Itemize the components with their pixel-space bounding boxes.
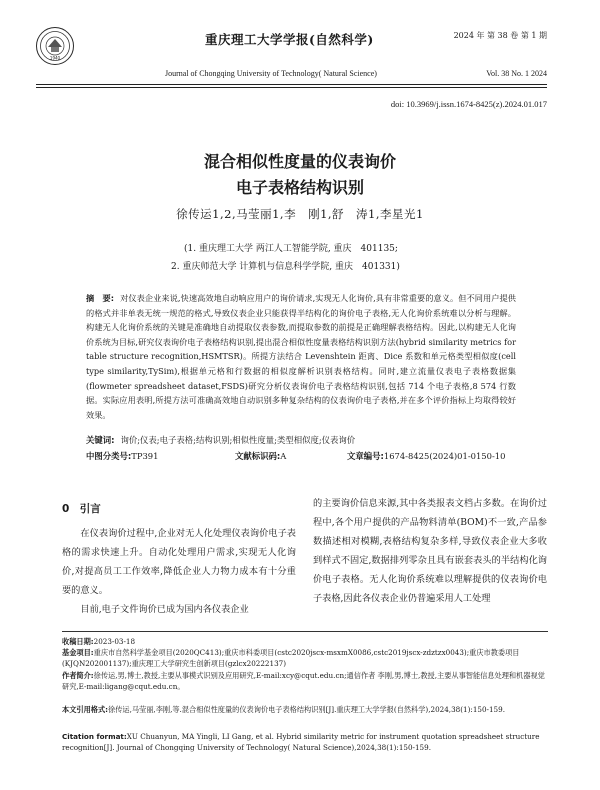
author-list: 徐传运1,2,马莹丽1,李 刚1,舒 涛1,李星光1 xyxy=(176,207,424,221)
footnote-rule xyxy=(62,631,548,632)
fund-project: 基金项目:重庆市自然科学基金项目(2020QC413);重庆市科委项目(cstc2020jscx-msxmX0086,cstc2019jscx-zdztzx0043);重庆市教委项目(KJQN202001137);重庆理工大学研究生创新项目(gzlcx20222137) xyxy=(62,648,520,669)
header-rule-thin xyxy=(36,87,547,88)
author-bio: 作者简介:徐传运,男,博士,教授,主要从事模式识别及应用研究,E-mail:xcy@cqut.edu.cn;通信作者 李刚,男,博士,教授,主要从事智能信息处理和机器视觉研究,E-mail:ligang@cqut.edu.cn。 xyxy=(62,670,545,691)
keywords-label: 关键词: xyxy=(86,435,115,445)
abstract-text: 对仪表企业来说,快速高效地自动响应用户的询价请求,实现无人化询价,具有非常重要的意义。但不同用户提供的格式并非单表无统一规范的格式,导致仪表企业只能获得半结构化的询价电子表格,无人化询价系统难以分析与理解。构建无人化询价系统的关键是准确地自动提取仪表参数,而提取参数的前提是正确理解表格结构。因此,以构建无人化询价系统为目标,研究仪表询价电子表格结构识别,提出混合相似性度量表格结构识别方法(hybrid similarity metrics for table structure recognition,HSMTSR)。所提方法结合 Levenshtein 距离、Dice 系数和单元格类型相似度(cell type similarity,TySim),根据单元格和行数据的相似度解析识别表格结构。同时,建立流量仪表电子表格数据集(flowmeter spreadsheet dataset,FSDS)研究分析仪表询价电子表格结构识别,包括 714 个电子表格,8 574 行数据。实际应用表明,所提方法可准确高效地自动识别多种复杂结构的仪表询价电子表格,并在多个评价指标上均取得较好效果。 xyxy=(86,293,516,420)
body-paragraph: 在仪表询价过程中,企业对无人化处理仪表询价电子表格的需求快速上升。自动化处理用户需求,实现无人化询价,对提高员工工作效率,降低企业人力物力成本有十分重要的意义。 xyxy=(62,528,296,596)
volume-en: Vol. 38 No. 1 2024 xyxy=(486,69,547,78)
footnotes xyxy=(62,636,548,692)
keywords-text: 询价;仪表;电子表格;结构识别;相似性度量;类型相似度;仪表询价 xyxy=(120,435,356,445)
body-paragraph: 的主要询价信息来源,其中各类报表文档占多数。在询价过程中,各个用户提供的产品物料清单(BOM)不一致,产品参数描述相对模糊,表格结构复杂多样,导致仪表企业大多收到样式不固定,数据排列零杂且具有嵌套表头的半结构化询价电子表格。无人化询价系统难以理解提供的仪表询价电子表格,因此各仪表企业仍普遍采用人工处理 xyxy=(313,498,547,604)
journal-logo xyxy=(36,27,74,65)
article-number: 文章编号:1674-8425(2024)01-0150-10 xyxy=(347,451,506,461)
body-left-column xyxy=(62,524,296,619)
abstract-label: 摘 要: xyxy=(86,293,115,303)
logo-year: 1940 xyxy=(49,55,61,61)
section-heading-intro: 0 引言 xyxy=(62,503,101,515)
body-paragraph: 目前,电子文件询价已成为国内各仪表企业 xyxy=(80,604,249,615)
abstract xyxy=(86,291,516,422)
keywords xyxy=(86,434,355,446)
citation-en: Citation format:XU Chuanyun, MA Yingli, LI Gang, et al. Hybrid similarity metric for instrument quotation spreadsheet structure recognition[J]. Journal of Chongqing University of Technology( Natural Science),2024,38(1):150-159. xyxy=(62,732,540,753)
logo-emblem-icon xyxy=(38,29,72,63)
journal-title-cn: 重庆理工大学学报(自然科学) xyxy=(205,32,374,47)
header-rule xyxy=(36,84,547,85)
received-date: 收稿日期:2023-03-18 xyxy=(62,637,136,646)
affiliation-2: 2. 重庆师范大学 计算机与信息科学学院, 重庆 401331) xyxy=(171,262,400,272)
doi: doi: 10.3969/j.issn.1674-8425(z).2024.01.017 xyxy=(390,99,547,109)
journal-title-en: Journal of Chongqing University of Technology( Natural Science) xyxy=(165,69,377,78)
document-code: 文献标识码:A xyxy=(235,451,287,461)
article-title-line2: 电子表格结构识别 xyxy=(235,178,364,197)
article-title-line1: 混合相似性度量的仪表询价 xyxy=(203,152,396,171)
body-right-column xyxy=(313,494,547,608)
citation-cn: 本文引用格式:徐传运,马莹丽,李刚,等.混合相似性度量的仪表询价电子表格结构识别[J].重庆理工大学学报(自然科学),2024,38(1):150-159. xyxy=(62,705,505,714)
volume-cn: 2024 年 第 38 卷 第 1 期 xyxy=(453,31,547,40)
affiliation-1: (1. 重庆理工大学 两江人工智能学院, 重庆 401135; xyxy=(184,244,398,254)
clc-number: 中图分类号:TP391 xyxy=(86,451,159,461)
